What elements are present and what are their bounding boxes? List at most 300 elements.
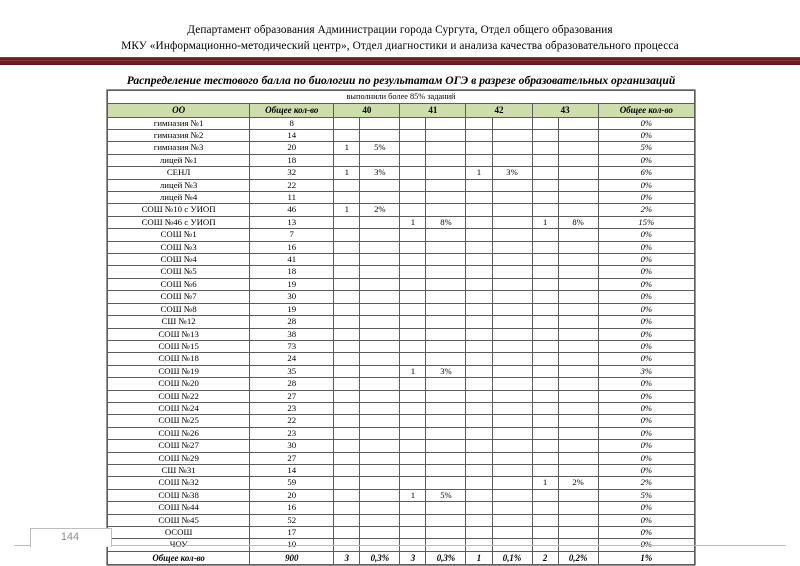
- cell-score43-percent: [558, 353, 598, 365]
- cell-row-total-percent: 0%: [598, 291, 694, 303]
- cell-score42-count: [466, 328, 492, 340]
- total-score43-percent: 0,2%: [558, 551, 598, 564]
- cell-score43-percent: [558, 278, 598, 290]
- cell-score40-count: [334, 117, 360, 129]
- cell-organization: СШ №31: [108, 464, 250, 476]
- table-row[interactable]: [108, 117, 695, 129]
- cell-total-count: 30: [250, 440, 334, 452]
- table-row[interactable]: [108, 390, 695, 402]
- cell-score42-percent: [492, 154, 532, 166]
- cell-score42-percent: [492, 254, 532, 266]
- cell-organization: СОШ №19: [108, 365, 250, 377]
- cell-score41-percent: 5%: [426, 489, 466, 501]
- table-row[interactable]: [108, 427, 695, 439]
- cell-total-count: 27: [250, 452, 334, 464]
- cell-score43-percent: [558, 489, 598, 501]
- cell-score40-percent: [360, 328, 400, 340]
- cell-score40-count: [334, 415, 360, 427]
- cell-total-count: 17: [250, 527, 334, 539]
- table-row[interactable]: [108, 216, 695, 228]
- cell-organization: СОШ №5: [108, 266, 250, 278]
- table-row[interactable]: [108, 415, 695, 427]
- cell-score43-count: [532, 229, 558, 241]
- cell-row-total-percent: 0%: [598, 340, 694, 352]
- cell-score41-count: [400, 241, 426, 253]
- cell-organization: СОШ №46 с УИОП: [108, 216, 250, 228]
- cell-score42-percent: [492, 303, 532, 315]
- cell-score41-count: 1: [400, 489, 426, 501]
- table-container: [107, 90, 695, 565]
- cell-score40-count: [334, 154, 360, 166]
- cell-total-count: 28: [250, 378, 334, 390]
- table-row[interactable]: [108, 278, 695, 290]
- cell-score41-count: [400, 502, 426, 514]
- cell-score40-percent: 2%: [360, 204, 400, 216]
- cell-score43-count: [532, 204, 558, 216]
- running-head-line-1: Департамент образования Администрации города Сургута, Отдел общего образования: [187, 24, 613, 36]
- cell-score43-count: [532, 316, 558, 328]
- cell-score41-count: [400, 477, 426, 489]
- cell-score40-count: [334, 440, 360, 452]
- cell-score40-count: [334, 254, 360, 266]
- cell-total-count: 73: [250, 340, 334, 352]
- cell-score43-count: [532, 266, 558, 278]
- cell-score43-count: [532, 415, 558, 427]
- cell-score40-count: [334, 216, 360, 228]
- cell-score40-count: [334, 378, 360, 390]
- cell-score41-percent: [426, 278, 466, 290]
- cell-total-count: 20: [250, 142, 334, 154]
- cell-score43-percent: [558, 390, 598, 402]
- cell-row-total-percent: 15%: [598, 216, 694, 228]
- cell-score41-percent: [426, 316, 466, 328]
- table-row[interactable]: [108, 402, 695, 414]
- table-row[interactable]: [108, 328, 695, 340]
- cell-score42-percent: [492, 142, 532, 154]
- cell-row-total-percent: 0%: [598, 328, 694, 340]
- cell-total-count: 20: [250, 489, 334, 501]
- column-header-score-41[interactable]: 41: [400, 104, 466, 118]
- cell-score41-percent: [426, 402, 466, 414]
- cell-row-total-percent: 0%: [598, 514, 694, 526]
- cell-total-count: 8: [250, 117, 334, 129]
- cell-score43-percent: [558, 229, 598, 241]
- cell-score43-count: [532, 353, 558, 365]
- cell-total-count: 19: [250, 303, 334, 315]
- cell-score41-percent: [426, 229, 466, 241]
- cell-score42-count: [466, 340, 492, 352]
- cell-score41-count: 1: [400, 365, 426, 377]
- cell-row-total-percent: 0%: [598, 229, 694, 241]
- cell-score42-count: [466, 241, 492, 253]
- table-row[interactable]: [108, 179, 695, 191]
- cell-total-count: 23: [250, 427, 334, 439]
- cell-row-total-percent: 0%: [598, 130, 694, 142]
- cell-score41-percent: [426, 353, 466, 365]
- cell-score41-count: 1: [400, 216, 426, 228]
- cell-score40-count: [334, 291, 360, 303]
- cell-score40-count: [334, 464, 360, 476]
- table-row[interactable]: [108, 502, 695, 514]
- cell-score41-count: [400, 452, 426, 464]
- cell-score40-percent: [360, 440, 400, 452]
- cell-score42-percent: [492, 365, 532, 377]
- total-score41-count: 3: [400, 551, 426, 564]
- cell-organization: СОШ №4: [108, 254, 250, 266]
- table-row[interactable]: [108, 229, 695, 241]
- cell-row-total-percent: 0%: [598, 278, 694, 290]
- cell-score41-percent: [426, 502, 466, 514]
- cell-score41-percent: [426, 477, 466, 489]
- column-header-score-42[interactable]: 42: [466, 104, 532, 118]
- cell-score41-percent: [426, 142, 466, 154]
- cell-score41-percent: [426, 378, 466, 390]
- cell-score41-count: [400, 192, 426, 204]
- cell-score43-percent: [558, 179, 598, 191]
- cell-score42-count: [466, 402, 492, 414]
- cell-row-total-percent: 0%: [598, 378, 694, 390]
- cell-score42-percent: [492, 390, 532, 402]
- table-row[interactable]: [108, 154, 695, 166]
- table-row[interactable]: [108, 365, 695, 377]
- cell-total-count: 38: [250, 328, 334, 340]
- cell-score43-count: [532, 340, 558, 352]
- table-row[interactable]: [108, 378, 695, 390]
- table-row[interactable]: [108, 192, 695, 204]
- cell-score41-count: [400, 291, 426, 303]
- cell-score42-percent: [492, 278, 532, 290]
- cell-score40-count: [334, 316, 360, 328]
- cell-score40-count: [334, 278, 360, 290]
- total-score41-percent: 0,3%: [426, 551, 466, 564]
- cell-score42-count: [466, 130, 492, 142]
- cell-score40-percent: [360, 192, 400, 204]
- cell-score43-percent: [558, 130, 598, 142]
- cell-score42-count: [466, 192, 492, 204]
- cell-score42-count: [466, 154, 492, 166]
- cell-score41-percent: [426, 415, 466, 427]
- cell-score40-percent: [360, 464, 400, 476]
- total-score42-percent: 0,1%: [492, 551, 532, 564]
- cell-organization: лицей №1: [108, 154, 250, 166]
- cell-score43-count: [532, 402, 558, 414]
- cell-total-count: 14: [250, 130, 334, 142]
- cell-score42-percent: [492, 204, 532, 216]
- cell-total-count: 59: [250, 477, 334, 489]
- cell-score40-percent: [360, 365, 400, 377]
- cell-row-total-percent: 0%: [598, 154, 694, 166]
- cell-score42-percent: [492, 378, 532, 390]
- cell-row-total-percent: 5%: [598, 489, 694, 501]
- cell-score43-count: [532, 440, 558, 452]
- table-row[interactable]: [108, 142, 695, 154]
- cell-total-count: 13: [250, 216, 334, 228]
- cell-organization: СОШ №1: [108, 229, 250, 241]
- cell-organization: гимназия №1: [108, 117, 250, 129]
- cell-score43-percent: [558, 328, 598, 340]
- cell-score43-count: [532, 390, 558, 402]
- cell-score43-count: 1: [532, 216, 558, 228]
- cell-total-count: 19: [250, 278, 334, 290]
- total-label: Общее кол-во: [108, 551, 250, 564]
- cell-score41-percent: [426, 241, 466, 253]
- cell-score40-percent: [360, 402, 400, 414]
- cell-score40-percent: [360, 303, 400, 315]
- cell-score42-percent: [492, 452, 532, 464]
- cell-organization: ОСОШ: [108, 527, 250, 539]
- table-row[interactable]: [108, 204, 695, 216]
- cell-score40-percent: 3%: [360, 167, 400, 179]
- cell-organization: СОШ №13: [108, 328, 250, 340]
- cell-total-count: 52: [250, 514, 334, 526]
- cell-score40-percent: [360, 130, 400, 142]
- cell-score42-percent: [492, 440, 532, 452]
- header-rule: [0, 57, 800, 65]
- cell-score43-percent: [558, 204, 598, 216]
- cell-organization: лицей №3: [108, 179, 250, 191]
- table-row[interactable]: [108, 464, 695, 476]
- cell-score43-count: [532, 502, 558, 514]
- cell-score40-percent: [360, 390, 400, 402]
- cell-score42-percent: [492, 179, 532, 191]
- cell-score41-percent: [426, 427, 466, 439]
- table-row[interactable]: [108, 452, 695, 464]
- cell-total-count: 46: [250, 204, 334, 216]
- cell-score42-percent: [492, 427, 532, 439]
- cell-score40-percent: [360, 378, 400, 390]
- cell-score40-count: [334, 427, 360, 439]
- table-total-row[interactable]: [108, 551, 695, 564]
- table-row[interactable]: [108, 167, 695, 179]
- cell-organization: СОШ №27: [108, 440, 250, 452]
- cell-score40-count: [334, 192, 360, 204]
- cell-score40-percent: [360, 340, 400, 352]
- column-header-total[interactable]: Общее кол-во: [250, 104, 334, 118]
- running-head-line-2: МКУ «Информационно-методический центр», Отдел диагностики и анализа качества образовательного процесса: [121, 40, 679, 52]
- column-header-oo[interactable]: ОО: [108, 104, 250, 118]
- cell-total-count: 27: [250, 390, 334, 402]
- cell-score41-percent: [426, 167, 466, 179]
- cell-score40-percent: [360, 353, 400, 365]
- cell-total-count: 32: [250, 167, 334, 179]
- cell-score41-percent: [426, 192, 466, 204]
- cell-score43-percent: [558, 365, 598, 377]
- cell-row-total-percent: 0%: [598, 502, 694, 514]
- cell-score40-count: [334, 365, 360, 377]
- cell-score43-percent: [558, 291, 598, 303]
- cell-score40-count: 1: [334, 142, 360, 154]
- total-score40-percent: 0,3%: [360, 551, 400, 564]
- cell-score42-percent: [492, 291, 532, 303]
- cell-score40-percent: [360, 502, 400, 514]
- cell-score43-count: [532, 291, 558, 303]
- cell-row-total-percent: 0%: [598, 266, 694, 278]
- cell-score43-count: [532, 278, 558, 290]
- cell-organization: СОШ №6: [108, 278, 250, 290]
- cell-score42-count: [466, 179, 492, 191]
- cell-score40-percent: [360, 117, 400, 129]
- cell-score43-count: [532, 254, 558, 266]
- table-row[interactable]: [108, 489, 695, 501]
- cell-score41-percent: [426, 514, 466, 526]
- cell-score42-count: [466, 464, 492, 476]
- cell-score43-count: [532, 179, 558, 191]
- cell-score40-count: [334, 353, 360, 365]
- table-row[interactable]: [108, 477, 695, 489]
- cell-total-count: 22: [250, 415, 334, 427]
- cell-row-total-percent: 0%: [598, 415, 694, 427]
- cell-score41-percent: [426, 390, 466, 402]
- cell-score42-count: [466, 477, 492, 489]
- cell-score41-percent: [426, 130, 466, 142]
- page-number: 144: [60, 531, 80, 543]
- cell-score40-count: [334, 390, 360, 402]
- cell-score42-percent: [492, 340, 532, 352]
- table-row[interactable]: [108, 291, 695, 303]
- cell-score42-percent: [492, 489, 532, 501]
- cell-total-count: 23: [250, 402, 334, 414]
- cell-score42-percent: 3%: [492, 167, 532, 179]
- cell-score41-count: [400, 340, 426, 352]
- cell-row-total-percent: 0%: [598, 254, 694, 266]
- table-banner-row: [108, 91, 695, 104]
- cell-score41-percent: [426, 117, 466, 129]
- cell-row-total-percent: 0%: [598, 353, 694, 365]
- cell-score43-count: [532, 192, 558, 204]
- cell-score43-count: [532, 117, 558, 129]
- cell-score43-count: [532, 464, 558, 476]
- cell-organization: СОШ №24: [108, 402, 250, 414]
- cell-score41-count: [400, 229, 426, 241]
- column-header-score-40[interactable]: 40: [334, 104, 400, 118]
- cell-total-count: 14: [250, 464, 334, 476]
- cell-row-total-percent: 5%: [598, 142, 694, 154]
- table-row[interactable]: [108, 440, 695, 452]
- cell-score42-percent: [492, 130, 532, 142]
- table-row[interactable]: [108, 514, 695, 526]
- cell-score43-count: [532, 378, 558, 390]
- cell-score43-count: [532, 328, 558, 340]
- cell-organization: СОШ №26: [108, 427, 250, 439]
- cell-score42-count: [466, 365, 492, 377]
- cell-score40-count: [334, 489, 360, 501]
- cell-score42-count: [466, 229, 492, 241]
- cell-score42-percent: [492, 216, 532, 228]
- cell-score43-count: [532, 514, 558, 526]
- table-row[interactable]: [108, 340, 695, 352]
- cell-score43-count: [532, 241, 558, 253]
- cell-score41-count: [400, 378, 426, 390]
- cell-score42-percent: [492, 241, 532, 253]
- cell-score40-percent: [360, 415, 400, 427]
- cell-score42-count: 1: [466, 167, 492, 179]
- cell-score41-count: [400, 303, 426, 315]
- cell-row-total-percent: 0%: [598, 179, 694, 191]
- cell-score42-percent: [492, 502, 532, 514]
- total-count: 900: [250, 551, 334, 564]
- cell-score42-percent: [492, 514, 532, 526]
- cell-row-total-percent: 0%: [598, 316, 694, 328]
- cell-score43-count: [532, 167, 558, 179]
- cell-score42-count: [466, 415, 492, 427]
- cell-score42-count: [466, 378, 492, 390]
- cell-score41-count: [400, 117, 426, 129]
- cell-score42-count: [466, 303, 492, 315]
- cell-score43-percent: [558, 452, 598, 464]
- cell-score42-count: [466, 117, 492, 129]
- cell-score41-percent: [426, 440, 466, 452]
- cell-score40-count: 1: [334, 204, 360, 216]
- cell-score40-percent: [360, 514, 400, 526]
- cell-row-total-percent: 3%: [598, 365, 694, 377]
- cell-score42-percent: [492, 192, 532, 204]
- cell-score43-count: [532, 303, 558, 315]
- cell-score41-percent: [426, 340, 466, 352]
- cell-score42-count: [466, 278, 492, 290]
- cell-score43-count: [532, 142, 558, 154]
- table-row[interactable]: [108, 254, 695, 266]
- cell-score43-percent: [558, 192, 598, 204]
- distribution-table: [107, 90, 695, 565]
- cell-score41-percent: [426, 154, 466, 166]
- cell-score42-count: [466, 254, 492, 266]
- cell-score40-percent: [360, 266, 400, 278]
- cell-organization: СОШ №32: [108, 477, 250, 489]
- cell-row-total-percent: 0%: [598, 390, 694, 402]
- cell-score43-percent: [558, 167, 598, 179]
- cell-score43-count: [532, 130, 558, 142]
- table-row[interactable]: [108, 130, 695, 142]
- table-row[interactable]: [108, 303, 695, 315]
- cell-organization: СОШ №22: [108, 390, 250, 402]
- cell-score41-count: [400, 278, 426, 290]
- table-row[interactable]: [108, 353, 695, 365]
- cell-total-count: 28: [250, 316, 334, 328]
- total-score40-count: 3: [334, 551, 360, 564]
- cell-total-count: 16: [250, 502, 334, 514]
- cell-row-total-percent: 0%: [598, 241, 694, 253]
- cell-score42-count: [466, 291, 492, 303]
- cell-score41-percent: [426, 204, 466, 216]
- column-header-grand-total[interactable]: Общее кол-во: [598, 104, 694, 118]
- running-head: [0, 22, 800, 54]
- table-title: Распределение тестового балла по биологии по результатам ОГЭ в разрезе образовательных организаций: [126, 74, 676, 87]
- cell-organization: СОШ №20: [108, 378, 250, 390]
- total-score42-count: 1: [466, 551, 492, 564]
- cell-score40-count: [334, 402, 360, 414]
- cell-score43-count: [532, 365, 558, 377]
- table-row[interactable]: [108, 241, 695, 253]
- cell-score40-count: [334, 502, 360, 514]
- table-row[interactable]: [108, 316, 695, 328]
- cell-score41-count: [400, 179, 426, 191]
- table-row[interactable]: [108, 266, 695, 278]
- cell-total-count: 18: [250, 266, 334, 278]
- cell-score42-percent: [492, 477, 532, 489]
- cell-organization: СОШ №8: [108, 303, 250, 315]
- cell-score43-percent: [558, 241, 598, 253]
- cell-total-count: 16: [250, 241, 334, 253]
- column-header-score-43[interactable]: 43: [532, 104, 598, 118]
- cell-score43-count: [532, 154, 558, 166]
- cell-organization: гимназия №2: [108, 130, 250, 142]
- cell-organization: СОШ №29: [108, 452, 250, 464]
- cell-score40-percent: [360, 316, 400, 328]
- cell-score42-count: [466, 266, 492, 278]
- cell-score41-count: [400, 440, 426, 452]
- page-footer: [0, 528, 800, 552]
- cell-score43-count: [532, 427, 558, 439]
